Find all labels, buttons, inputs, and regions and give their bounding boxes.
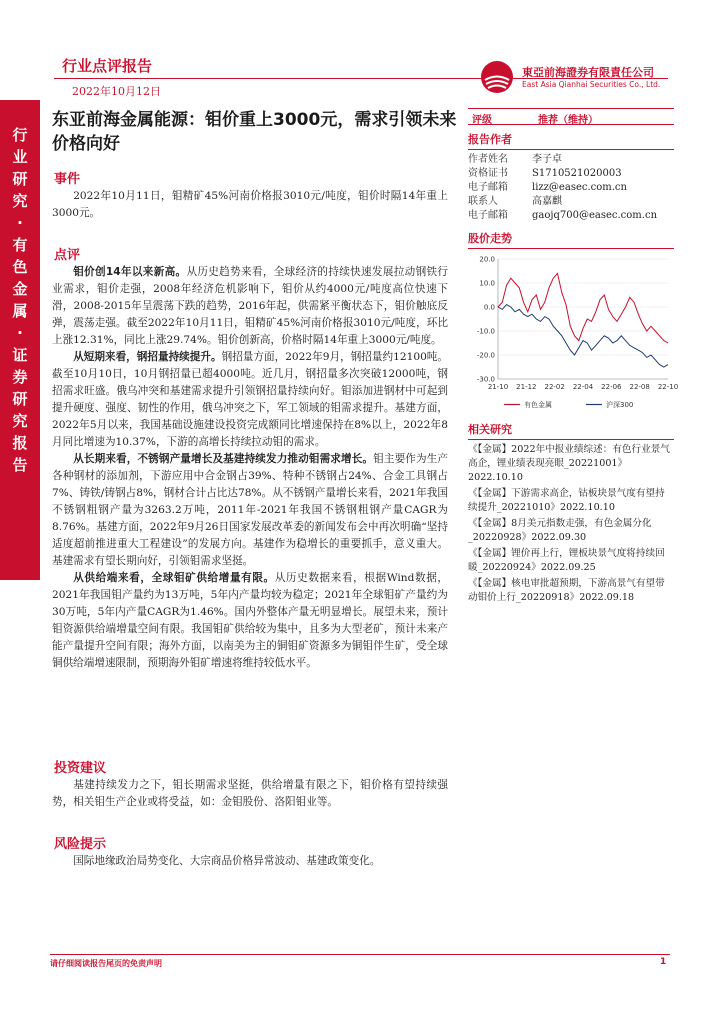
x-tick-label: 22-10 (657, 383, 679, 391)
investment-text (52, 777, 448, 811)
y-tick-label: -30.0 (476, 375, 495, 384)
analyst-row: 电子邮箱 lizz@easec.com.cn (468, 182, 627, 193)
series-line-a (498, 273, 668, 343)
x-tick-label: 22-06 (601, 383, 622, 391)
analyst-row: 联系人 高嘉麒 (468, 196, 562, 207)
sidebar-char: 有 (12, 236, 28, 254)
rating-label: 评级 (472, 115, 492, 126)
rating-value: 推荐（维持） (538, 115, 598, 126)
x-tick-label: 22-08 (629, 383, 650, 391)
company-logo (480, 60, 670, 96)
sidebar-char: · (17, 324, 23, 342)
footer-divider (50, 954, 670, 955)
stock-chart-svg (468, 249, 679, 417)
sidebar-char: 研 (12, 390, 28, 408)
legend-label-a: 有色金属 (524, 401, 552, 409)
y-tick-label: 0.0 (483, 303, 495, 312)
risk-text (52, 853, 448, 870)
x-tick-label: 21-12 (516, 383, 537, 391)
related-list (468, 443, 674, 605)
stock-chart-heading: 股价走势 (468, 230, 674, 249)
page-number: 1 (660, 957, 667, 967)
comment-paragraph-1: 钼价创14年以来新高。从历史趋势来看，全球经济的持续快速发展拉动钢铁行业需求，钼价走强，2008年经济危机影响下，钼价从约4000元/吨度高位快速下滑，2008-2015年呈震荡下跌的趋势，2016年起，供需紧平衡状态下，钼价触底反弹，震荡走强。截至2022年10月11日，钼精矿45%河南价格报3010元/吨度，环比上涨12.31%，同比上涨29.74%。钼价创新高，价格时隔14年重上3000元/吨度。 (52, 266, 448, 346)
y-tick-label: 10.0 (479, 279, 495, 288)
sidebar-char: 金 (12, 280, 28, 298)
related-item[interactable]: 《【金属】2022年中报业绩综述：有色行业景气高企，锂业绩表现亮眼_20221001》2022.10.10 (468, 444, 670, 483)
footer-disclaimer: 请仔细阅读报告尾页的免责声明 (50, 959, 162, 968)
x-tick-label: 22-04 (572, 383, 594, 391)
investment-paragraph: 基建持续发力之下，钼长期需求坚挺，供给增量有限之下，钼价格有望持续强势，相关钼生产企业或将受益，如：金钼股份、洛阳钼业等。 (52, 779, 448, 808)
logo-english-name: East Asia Qianhai Securities Co., Ltd. (522, 80, 661, 89)
investment-heading: 投资建议 (54, 761, 107, 776)
y-tick-label: -10.0 (476, 327, 495, 336)
report-title: 东亚前海金属能源：钼价重上3000元，需求引领未来价格向好 (52, 110, 457, 154)
risk-heading: 风险提示 (54, 837, 107, 852)
event-text (52, 188, 448, 222)
x-tick-label: 21-10 (487, 383, 509, 391)
event-heading: 事件 (54, 172, 81, 187)
report-date: 2022年10月12日 (72, 85, 161, 98)
x-tick-label: 22-02 (544, 383, 565, 391)
y-tick-label: 20.0 (479, 255, 495, 264)
right-column (468, 108, 679, 607)
rating-bar (468, 108, 674, 125)
sidebar-char: · (17, 214, 23, 232)
comment-paragraph-4: 从供给端来看，全球钼矿供给增量有限。从历史数据来看，根据Wind数据，2021年我国钼产量约为13万吨，5年内产量均较为稳定；2021年全球钼矿产量约为30万吨，5年内产量CAGR为1.46%。国内外整体产量无明显增长。展望未来，预计钼资源供给端增量空间有限。我国钼矿供给较为集中，且多为大型老矿，预计未来产能产量提升空间有限；海外方面，以南美为主的铜钼矿资源多为铜钼伴生矿，受全球铜供给端增速限制，预期海外钼矿增速将维持较低水平。 (52, 572, 448, 669)
analyst-info (468, 153, 674, 223)
sidebar-char: 究 (12, 412, 28, 430)
sidebar-char: 研 (12, 170, 28, 188)
sidebar-char: 属 (12, 302, 28, 320)
event-paragraph: 2022年10月11日，钼精矿45%河南价格报3010元/吨度，钼价时隔14年重上3000元。 (52, 190, 448, 219)
sidebar-char: 行 (12, 126, 28, 144)
analyst-row: 作者姓名 李子卓 (468, 154, 562, 165)
comment-body (52, 264, 448, 672)
related-item[interactable]: 《【金属】锂价再上行，锂板块景气度将持续回暖_20220924》2022.09.25 (468, 548, 665, 573)
sidebar-char: 证 (12, 346, 28, 364)
logo-mark-icon (480, 60, 514, 94)
sidebar-char: 业 (12, 148, 28, 166)
comment-paragraph-2: 从短期来看，钢招量持续提升。钢招量方面，2022年9月，钢招量约12100吨。截至10月10日，10月钢招量已超4000吨。近几月，钢招量多次突破12000吨，钢招需求旺盛。俄乌冲突和基建需求提升引领钢招量持续向好。钼添加进钢材中可起到提升硬度、强度、韧性的作用，俄乌冲突之下，军工领域的钼需求提升。基建方面，2022年5月以来，我国基础设施建设投资完成额同比增速保持在8%以上，2022年8月同比增速为10.37%，下游的高增长持续拉动钼的需求。 (52, 351, 449, 448)
risk-paragraph: 国际地缘政治局势变化、大宗商品价格异常波动、基建政策变化。 (73, 855, 381, 867)
y-tick-label: -20.0 (476, 351, 495, 360)
analyst-row: 电子邮箱 gaojq700@easec.com.cn (468, 210, 658, 221)
comment-heading: 点评 (54, 248, 81, 263)
related-item[interactable]: 《【金属】核电审批超预期，下游高景气有望带动钼价上行_20220918》2022.09.18 (468, 578, 665, 603)
sidebar-char: 究 (12, 192, 28, 210)
analyst-heading: 报告作者 (468, 131, 674, 150)
legend-label-b: 沪深300 (606, 401, 634, 409)
sidebar-char: 告 (12, 456, 28, 474)
sidebar-char: 报 (12, 434, 28, 452)
related-heading: 相关研究 (468, 421, 674, 440)
report-type: 行业点评报告 (62, 57, 153, 75)
sidebar-band (0, 100, 40, 580)
related-item[interactable]: 《【金属】8月美元指数走强，有色金属分化_20220928》2022.09.30 (468, 518, 652, 543)
sidebar-label (0, 124, 40, 476)
stock-chart (468, 249, 679, 417)
series-line-b (498, 305, 668, 367)
sidebar-char: 券 (12, 368, 28, 386)
analyst-row: 资格证书 S1710521020003 (468, 168, 622, 179)
sidebar-char: 色 (12, 258, 28, 276)
related-item[interactable]: 《【金属】下游需求高企，钴板块景气度有望持续提升_20221010》2022.10.10 (468, 488, 665, 513)
logo-chinese-name: 東亞前海證券有限責任公司 (522, 66, 654, 79)
comment-paragraph-3: 从长期来看，不锈钢产量增长及基建持续发力推动钼需求增长。钼主要作为生产各种钢材的添加剂，下游应用中合金钢占39%、特种不锈钢占24%、合金工具钢占7%、铸铁/铸钢占8%，钢材合计占比达78%。从不锈钢产量增长来看，2021年我国不锈钢粗钢产量为3263.2万吨，2011年-2021年我国不锈钢粗钢产量CAGR为8.76%。基建方面，2022年9月26日国家发展改革委的新闻发布会中再次明确“坚持适度超前推进重大工程建设”的发展方向。基建作为稳增长的重要抓手，意义重大。基建需求有望长期向好，引领钼需求坚挺。 (52, 453, 449, 567)
